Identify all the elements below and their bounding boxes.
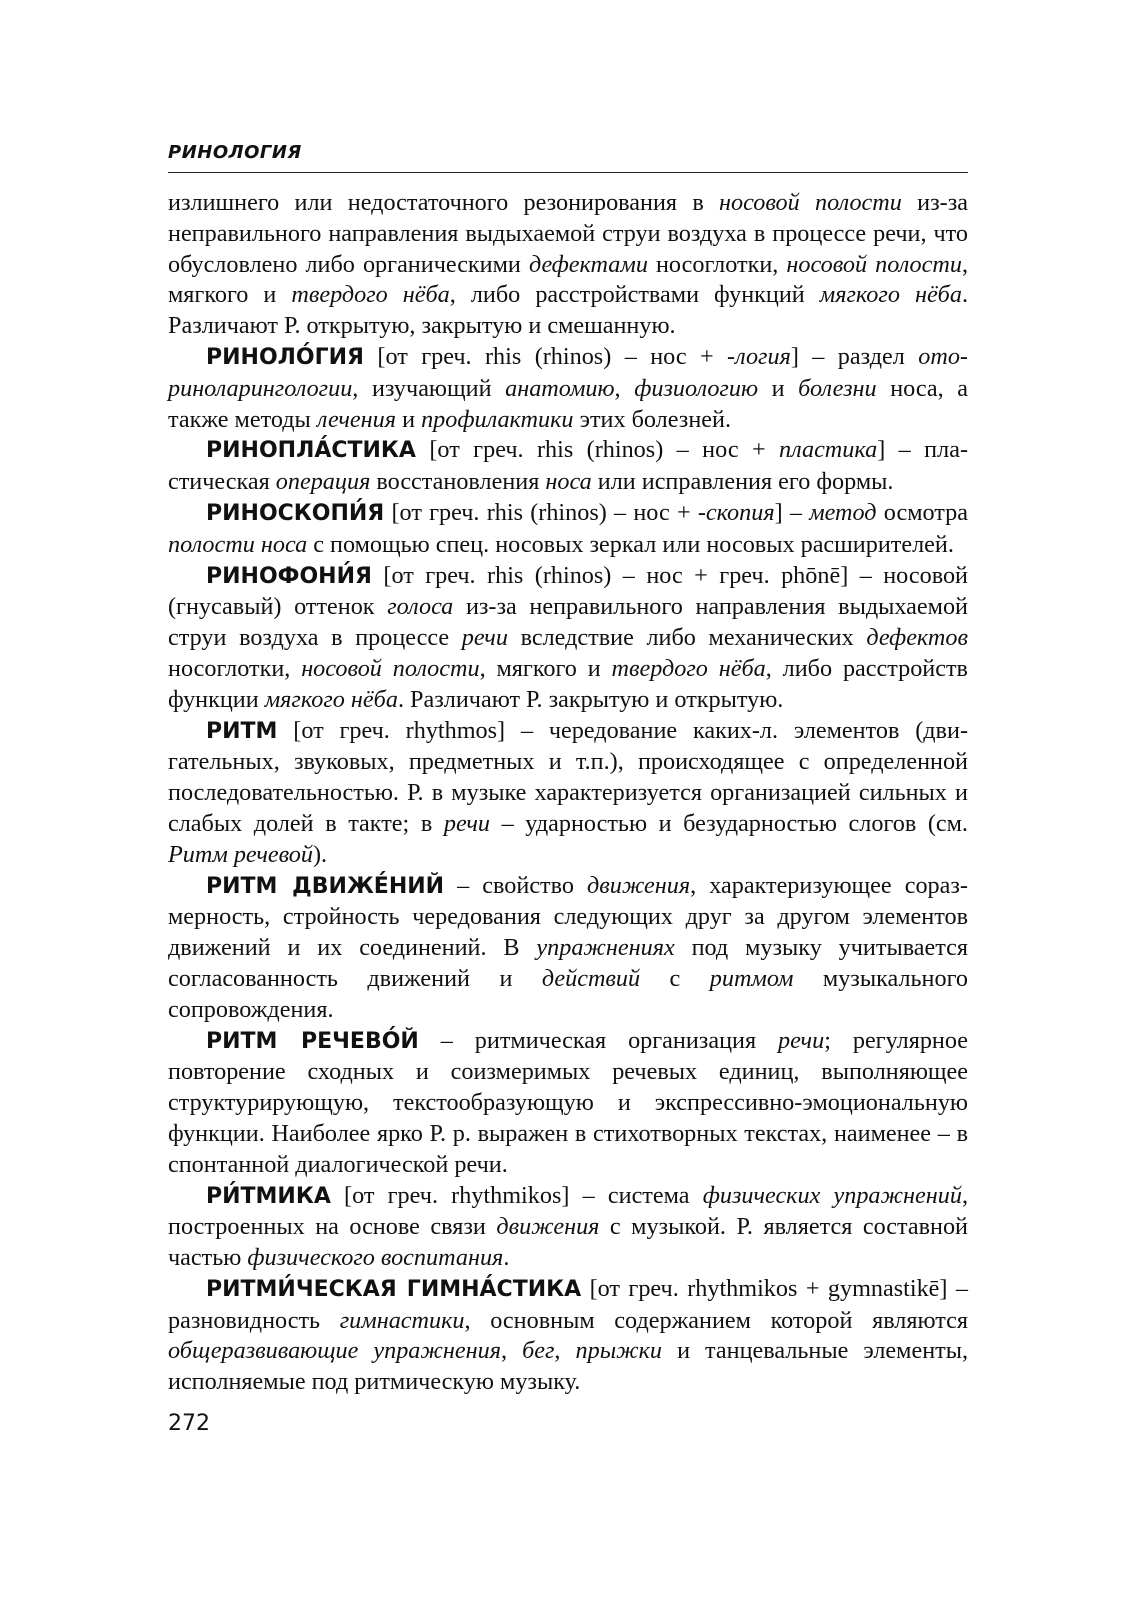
header-rule: [168, 172, 968, 173]
entry-text: [от греч. rhis (rhinos) – нос +: [384, 498, 698, 526]
entry-text: носа, а также методы: [168, 374, 968, 433]
entry-headword: РИ́ТМИКА: [206, 1183, 331, 1209]
entry-text: музыкального сопровождения.: [168, 964, 968, 1023]
entry-text: и: [396, 405, 422, 433]
italic-reference: прыжки: [575, 1337, 663, 1365]
dictionary-entry: [168, 342, 968, 435]
entry-headword: РИТМИ́ЧЕСКАЯ ГИМНА́СТИКА: [206, 1276, 582, 1302]
italic-reference: дефектами: [528, 250, 648, 278]
entry-text: восстановления: [370, 468, 546, 496]
dictionary-entry: [168, 1181, 968, 1274]
italic-reference: носовой полости: [786, 250, 962, 278]
italic-reference: оториноларингологии: [168, 342, 968, 402]
italic-reference: -скопия: [697, 498, 775, 526]
italic-reference: операция: [275, 468, 371, 496]
entry-text: [от греч. rhythmikos + gymnastikē] – разновидность: [168, 1274, 968, 1334]
italic-reference: анатомию: [505, 374, 615, 402]
entry-headword: РИНОЛО́ГИЯ: [206, 344, 364, 370]
entry-text: , построенных на основе связи: [168, 1181, 968, 1241]
entry-text: – ритмическая организация: [418, 1026, 779, 1054]
entry-text: излишнего или недостаточного резонирования в: [168, 189, 720, 216]
italic-reference: речи: [461, 624, 508, 652]
italic-reference: физических упражнений: [702, 1181, 962, 1209]
italic-reference: носовой полости: [301, 654, 480, 682]
entry-text: , изучающий: [352, 374, 506, 402]
italic-reference: движения: [496, 1213, 600, 1241]
entry-text: . Различают Р. открытую, закрытую и смешанную.: [168, 281, 968, 340]
page-number: 272: [168, 1411, 210, 1436]
entry-text: под музыку учитывается согласованность движений и: [168, 934, 968, 992]
entry-text: ] – пластическая: [168, 436, 968, 496]
italic-reference: ритмом: [709, 964, 794, 992]
dictionary-entry: [168, 1026, 968, 1181]
entry-text: [от греч. rhis (rhinos) – нос + греч. phōnē] – носовой (гнусавый) оттенок: [168, 561, 968, 621]
entry-headword: РИНОПЛА́СТИКА: [206, 438, 416, 464]
italic-reference: гимнастики: [339, 1306, 465, 1334]
dictionary-entry: [168, 1274, 968, 1398]
entry-text: , основным содержанием которой являются: [464, 1306, 968, 1334]
italic-reference: твердого нёба: [291, 281, 450, 309]
entry-text: ] –: [774, 498, 810, 526]
entry-headword: РИНОФОНИ́Я: [206, 563, 372, 589]
italic-reference: физического воспитания: [247, 1244, 504, 1272]
entry-text: – ударностью и безударностью слогов (см.: [490, 809, 968, 837]
italic-reference: Ритм речевой: [168, 840, 313, 868]
entry-text: вследствие либо механических: [507, 624, 867, 652]
italic-reference: профилактики: [421, 405, 574, 433]
entry-text: . Различают Р. закрытую и открытую.: [397, 685, 784, 713]
dictionary-entry: [168, 871, 968, 1026]
entry-text: носоглотки,: [168, 654, 302, 682]
italic-reference: действий: [541, 964, 641, 992]
entry-text: ; регулярное повторение сходных и соизмеримых речевых единиц, выполняющее структурирующую, текстообразующую и экспрессивно-эмоциональную функции. Наиболее ярко Р. р. выражен в стихотворных текстах, наименее – в спонтанной диалогической речи.: [168, 1026, 968, 1178]
italic-reference: мягкого нёба: [819, 281, 962, 309]
entry-text: , либо расстройств функции: [168, 654, 968, 713]
entry-headword: РИТМ: [206, 718, 278, 744]
entry-text: , либо расстройствами функций: [449, 281, 820, 309]
italic-reference: упражнениях: [536, 934, 675, 962]
entry-text: ,: [614, 374, 635, 402]
entry-text: осмотра: [876, 498, 968, 526]
italic-reference: бег: [522, 1337, 555, 1365]
entry-headword: РИНОСКОПИ́Я: [206, 500, 385, 526]
italic-reference: мягкого нёба: [264, 685, 398, 713]
entry-text: , мягкого и: [168, 250, 968, 309]
entry-text: ).: [312, 840, 328, 868]
dictionary-entry: [168, 498, 968, 561]
dictionary-entry: [168, 716, 968, 871]
entry-text: с музыкой. Р. является составной частью: [168, 1213, 968, 1272]
entry-text: , характеризующее соразмерность, стройность чередования следующих друг за другом элементов движений и их соединений. В: [168, 871, 968, 962]
italic-reference: движения: [587, 871, 691, 899]
entry-text: и танцевальные элементы, исполняемые под ритмическую музыку.: [168, 1337, 969, 1396]
italic-reference: полости носа: [168, 530, 308, 558]
italic-reference: дефектов: [866, 624, 968, 652]
entry-text: или исправления его формы.: [591, 468, 894, 496]
entry-text: с помощью спец. носовых зеркал или носовых расширителей.: [307, 530, 954, 558]
entry-text: [от греч. rhis (rhinos) – нос +: [415, 436, 780, 464]
italic-reference: физиологию: [634, 374, 759, 402]
italic-reference: голоса: [387, 593, 454, 621]
italic-reference: общеразвивающие упражнения: [168, 1337, 501, 1365]
entry-text: носоглотки,: [647, 250, 787, 278]
italic-reference: пластика: [779, 436, 878, 464]
italic-reference: речи: [443, 809, 490, 837]
entry-text: , мягкого и: [479, 654, 612, 682]
entry-text: из-за неправильного направления выдыхаемой струи воздуха в процессе речи, что обусловлено либо органическими: [168, 189, 968, 278]
italic-reference: -логия: [727, 342, 791, 370]
italic-reference: носа: [545, 468, 592, 496]
entry-text: этих болезней.: [573, 405, 732, 433]
entry-text: – свойство: [444, 871, 588, 899]
entry-text: с: [640, 964, 710, 992]
italic-reference: метод: [809, 498, 877, 526]
dictionary-entry: [168, 435, 968, 498]
dictionary-text: [168, 188, 968, 1398]
entry-text: ,: [500, 1337, 523, 1365]
dictionary-entry: [168, 561, 968, 716]
entry-text: [от греч. rhythmos] – чередование каких-л. элементов (двигательных, звуковых, предметных и т.п.), происходящее с определенной последовательностью. Р. в музыке характеризуется организацией сильных и слабых долей в такте; в: [168, 716, 968, 837]
entry-headword: РИТМ ДВИЖЕ́НИЙ: [206, 873, 445, 899]
running-head: РИНОЛОГИЯ: [168, 142, 302, 163]
entry-text: [от греч. rhythmikos] – система: [330, 1181, 703, 1209]
entry-text: ,: [554, 1337, 576, 1365]
continued-paragraph: [168, 188, 968, 342]
entry-headword: РИТМ РЕЧЕВО́Й: [206, 1028, 419, 1054]
entry-text: и: [758, 374, 799, 402]
entry-text: ] – раздел: [790, 342, 919, 370]
italic-reference: твердого нёба: [611, 654, 766, 682]
italic-reference: болезни: [798, 374, 877, 402]
italic-reference: носовой полости: [719, 189, 902, 216]
entry-text: из-за неправильного направления выдыхаемой струи воздуха в процессе: [168, 593, 968, 652]
italic-reference: речи: [778, 1026, 825, 1054]
entry-text: .: [503, 1244, 510, 1272]
entry-text: [от греч. rhis (rhinos) – нос +: [364, 342, 728, 370]
italic-reference: лечения: [316, 405, 397, 433]
